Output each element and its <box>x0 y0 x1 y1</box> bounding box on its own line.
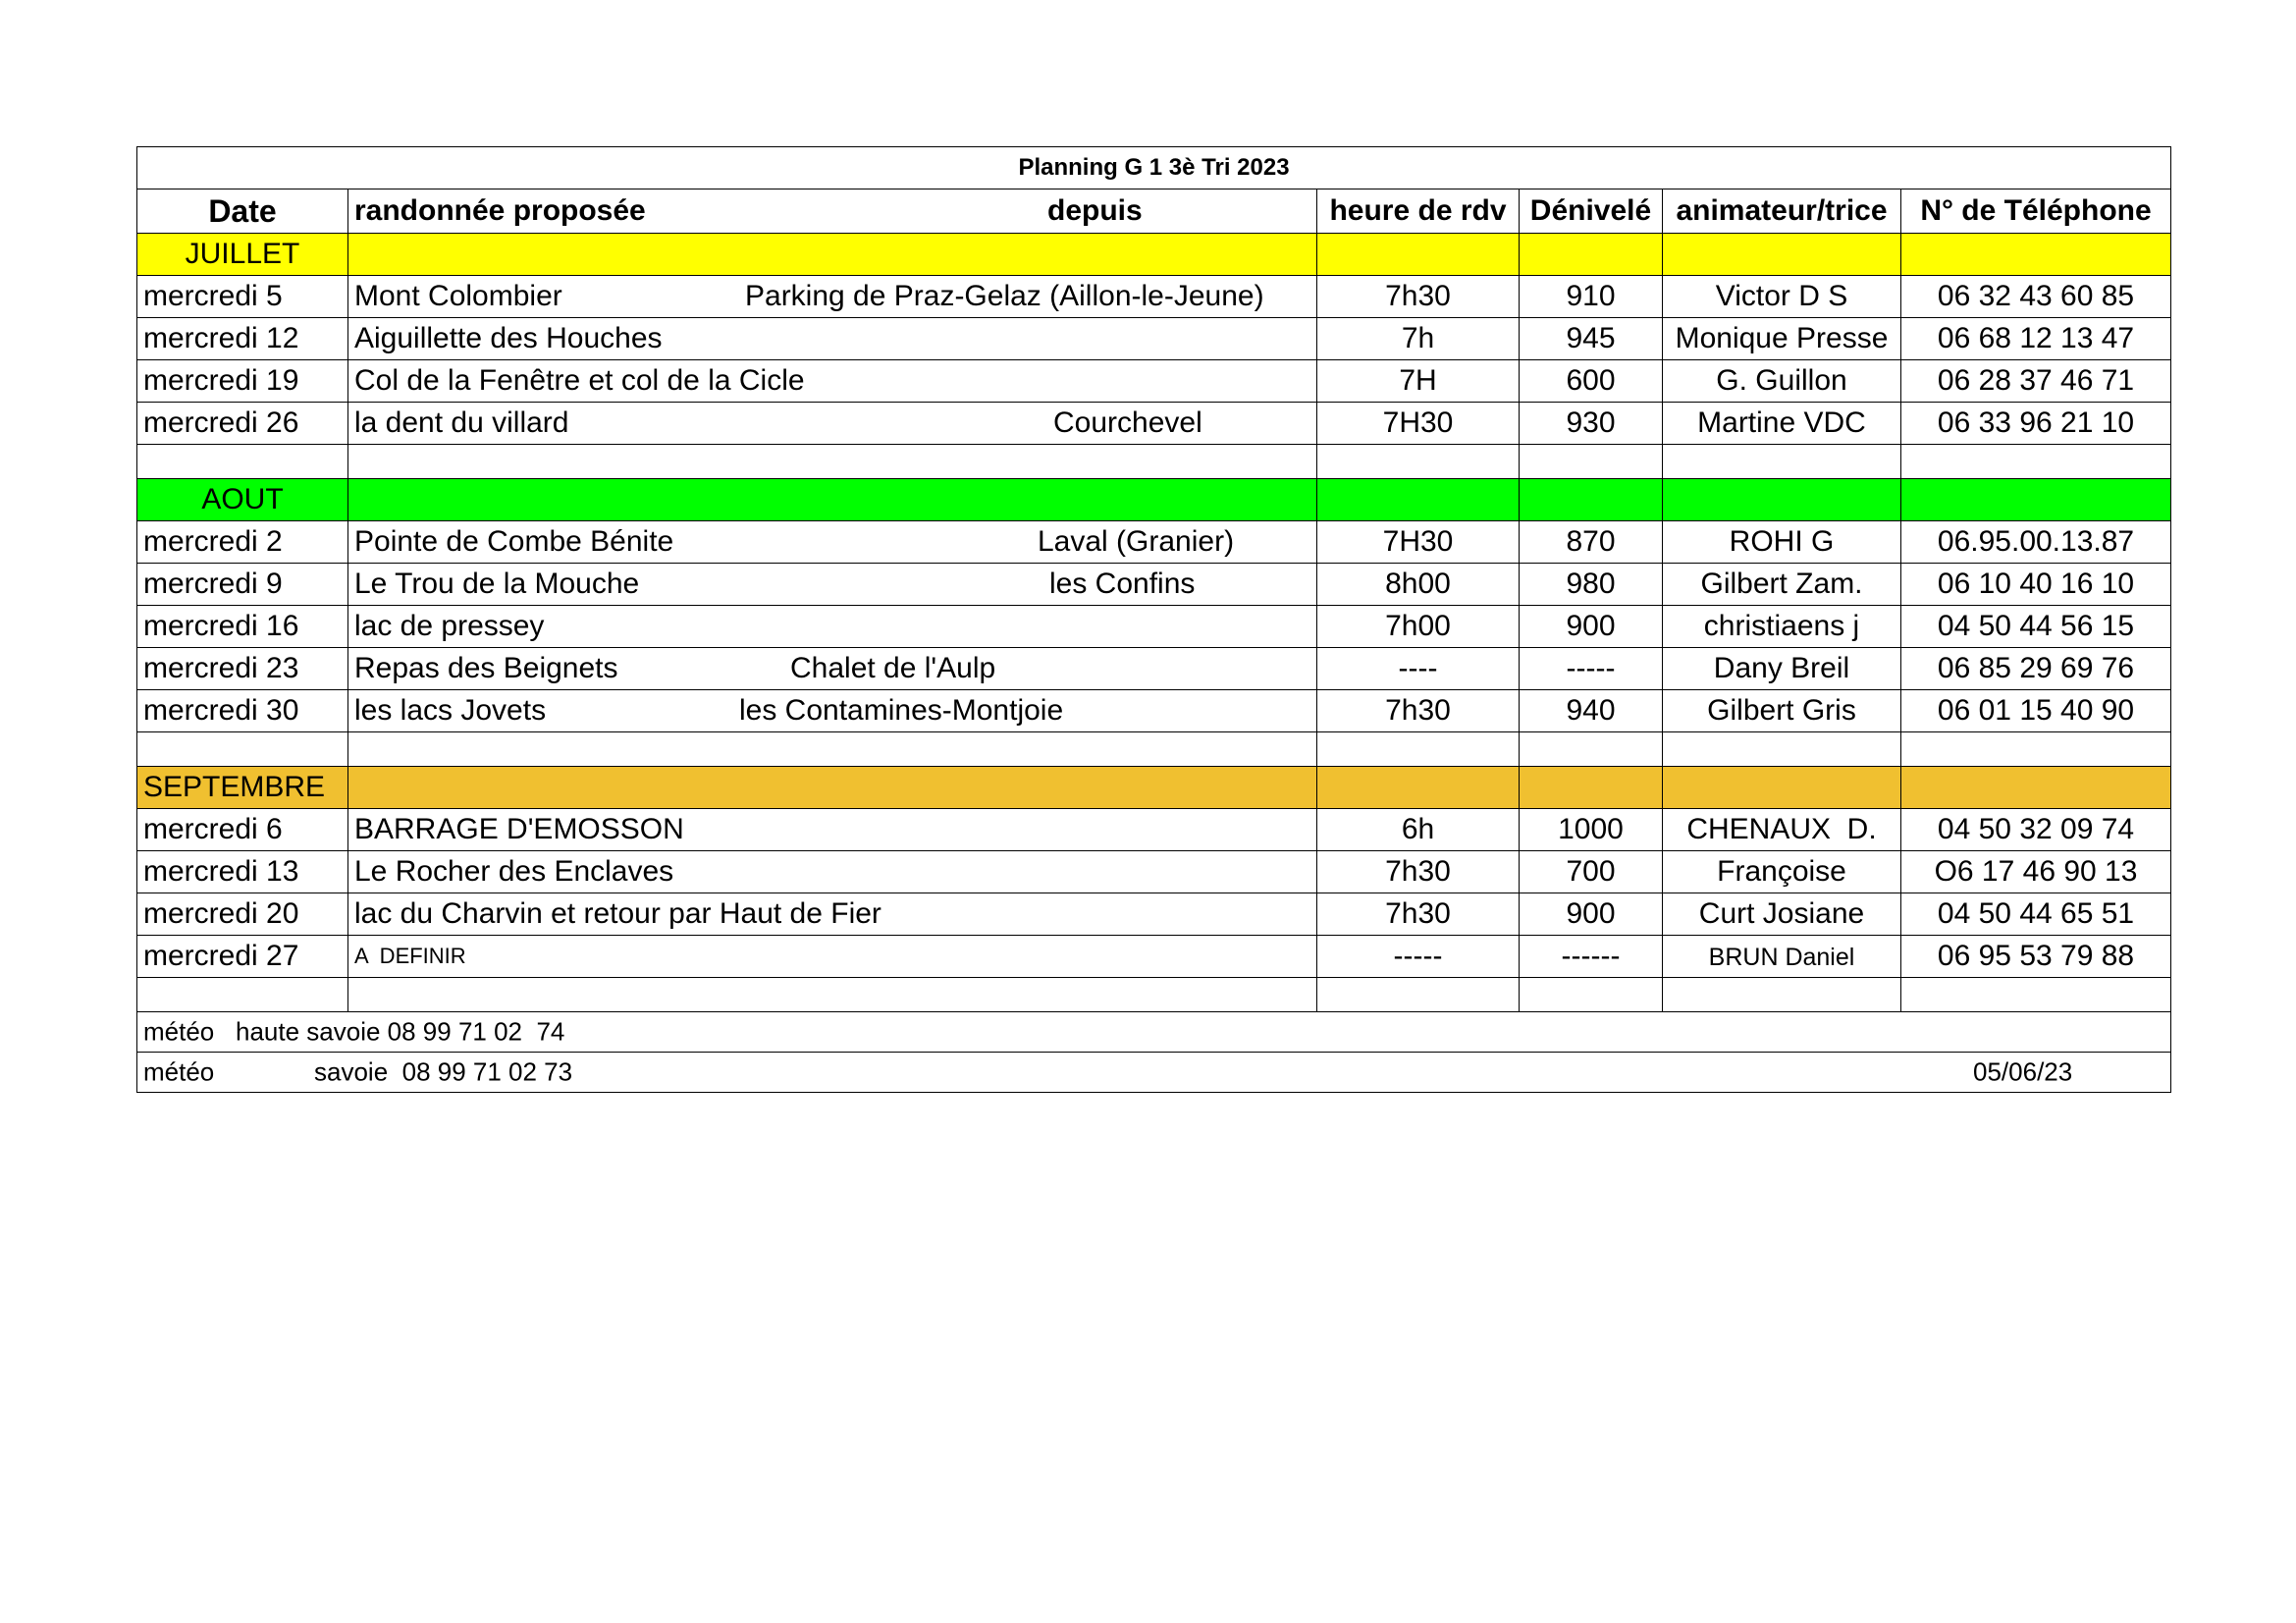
rando-depuis: Laval (Granier) <box>1038 525 1235 558</box>
title-row <box>137 147 2171 189</box>
cell-heure: 7H30 <box>1317 403 1520 445</box>
cell-denivele: 870 <box>1520 521 1663 564</box>
cell-telephone: 06 33 96 21 10 <box>1901 403 2171 445</box>
cell-animateur: CHENAUX D. <box>1663 809 1901 851</box>
table-row <box>137 809 2171 851</box>
cell-heure: 8h00 <box>1317 564 1520 606</box>
cell-date: mercredi 27 <box>137 936 348 978</box>
cell-rando <box>348 521 1317 564</box>
cell-denivele: ------ <box>1520 936 1663 978</box>
cell-animateur: Martine VDC <box>1663 403 1901 445</box>
cell-denivele: 930 <box>1520 403 1663 445</box>
rando-name: les lacs Jovets <box>354 694 547 727</box>
cell-rando <box>348 564 1317 606</box>
spacer-row <box>137 445 2171 479</box>
cell-animateur: ROHI G <box>1663 521 1901 564</box>
cell-telephone: 04 50 32 09 74 <box>1901 809 2171 851</box>
cell-animateur: christiaens j <box>1663 606 1901 648</box>
cell-telephone: 04 50 44 65 51 <box>1901 893 2171 936</box>
cell-heure: 7h00 <box>1317 606 1520 648</box>
cell-denivele: 700 <box>1520 851 1663 893</box>
cell-rando <box>348 276 1317 318</box>
cell-rando <box>348 648 1317 690</box>
rando-depuis: les Confins <box>1049 568 1196 600</box>
cell-date: mercredi 12 <box>137 318 348 360</box>
cell-date: mercredi 2 <box>137 521 348 564</box>
table-row <box>137 851 2171 893</box>
footer-row-savoie <box>137 1053 2171 1093</box>
month-label-aout: AOUT <box>137 479 348 521</box>
month-label-juillet: JUILLET <box>137 234 348 276</box>
table-row <box>137 936 2171 978</box>
footer-row-haute-savoie <box>137 1012 2171 1053</box>
meteo-label: météo <box>143 1016 215 1047</box>
planning-title: Planning G 1 3è Tri 2023 <box>137 147 2171 189</box>
cell-rando <box>348 851 1317 893</box>
rando-name: Repas des Beignets <box>354 652 618 684</box>
rando-name: Pointe de Combe Bénite <box>354 525 674 558</box>
cell-telephone: 06 32 43 60 85 <box>1901 276 2171 318</box>
header-animateur: animateur/trice <box>1663 189 1901 234</box>
cell-denivele: ----- <box>1520 648 1663 690</box>
cell-animateur: Gilbert Gris <box>1663 690 1901 732</box>
cell-telephone: 06.95.00.13.87 <box>1901 521 2171 564</box>
cell-rando <box>348 606 1317 648</box>
cell-heure: 7h <box>1317 318 1520 360</box>
cell-animateur: Curt Josiane <box>1663 893 1901 936</box>
cell-heure: 7H <box>1317 360 1520 403</box>
cell-animateur: G. Guillon <box>1663 360 1901 403</box>
header-rando <box>348 189 1317 234</box>
table-row <box>137 690 2171 732</box>
cell-animateur: Monique Presse <box>1663 318 1901 360</box>
header-depuis: depuis <box>1047 194 1143 227</box>
cell-date: mercredi 20 <box>137 893 348 936</box>
table-row <box>137 318 2171 360</box>
header-row <box>137 189 2171 234</box>
spacer-row <box>137 732 2171 767</box>
table-row <box>137 276 2171 318</box>
rando-depuis: Parking de Praz-Gelaz (Aillon-le-Jeune) <box>745 280 1264 312</box>
table-row <box>137 564 2171 606</box>
month-row-juillet <box>137 234 2171 276</box>
header-date: Date <box>137 189 348 234</box>
footer-cell <box>137 1053 2171 1093</box>
rando-name: lac du Charvin et retour par Haut de Fier <box>354 897 881 930</box>
cell-heure: 7h30 <box>1317 690 1520 732</box>
table-row <box>137 403 2171 445</box>
header-denivele: Dénivelé <box>1520 189 1663 234</box>
cell-heure: 7H30 <box>1317 521 1520 564</box>
cell-telephone: 06 68 12 13 47 <box>1901 318 2171 360</box>
rando-name: Le Trou de la Mouche <box>354 568 640 600</box>
document-date: 05/06/23 <box>1973 1056 2073 1087</box>
cell-animateur <box>1663 936 1901 978</box>
month-label-septembre: SEPTEMBRE <box>137 767 348 809</box>
cell-heure: ----- <box>1317 936 1520 978</box>
meteo-savoie: savoie 08 99 71 02 73 <box>314 1056 573 1087</box>
header-heure: heure de rdv <box>1317 189 1520 234</box>
month-row-aout <box>137 479 2171 521</box>
cell-rando <box>348 936 1317 978</box>
cell-telephone: 06 28 37 46 71 <box>1901 360 2171 403</box>
rando-name: BARRAGE D'EMOSSON <box>354 813 684 845</box>
rando-name: Col de la Fenêtre et col de la Cicle <box>354 364 805 397</box>
cell-denivele: 900 <box>1520 606 1663 648</box>
cell-denivele: 1000 <box>1520 809 1663 851</box>
cell-heure: ---- <box>1317 648 1520 690</box>
cell-denivele: 910 <box>1520 276 1663 318</box>
cell-animateur: Françoise <box>1663 851 1901 893</box>
cell-rando <box>348 403 1317 445</box>
cell-heure: 7h30 <box>1317 893 1520 936</box>
cell-date: mercredi 9 <box>137 564 348 606</box>
rando-name: Mont Colombier <box>354 280 562 312</box>
header-rando-label: randonnée proposée <box>354 194 646 227</box>
cell-date: mercredi 5 <box>137 276 348 318</box>
cell-telephone: O6 17 46 90 13 <box>1901 851 2171 893</box>
cell-denivele: 980 <box>1520 564 1663 606</box>
rando-name: A DEFINIR <box>354 944 466 968</box>
rando-name: la dent du villard <box>354 406 569 439</box>
cell-date: mercredi 19 <box>137 360 348 403</box>
cell-telephone: 06 01 15 40 90 <box>1901 690 2171 732</box>
cell-rando <box>348 318 1317 360</box>
cell-animateur: Gilbert Zam. <box>1663 564 1901 606</box>
cell-date: mercredi 23 <box>137 648 348 690</box>
cell-denivele: 945 <box>1520 318 1663 360</box>
animateur-name: BRUN Daniel <box>1708 944 1855 971</box>
table-row <box>137 606 2171 648</box>
cell-telephone: 04 50 44 56 15 <box>1901 606 2171 648</box>
table-row <box>137 360 2171 403</box>
cell-date: mercredi 26 <box>137 403 348 445</box>
cell-telephone: 06 10 40 16 10 <box>1901 564 2171 606</box>
table-row <box>137 521 2171 564</box>
month-row-septembre <box>137 767 2171 809</box>
meteo-label: météo <box>143 1056 215 1087</box>
header-telephone: N° de Téléphone <box>1901 189 2171 234</box>
cell-denivele: 900 <box>1520 893 1663 936</box>
table-row <box>137 893 2171 936</box>
cell-telephone: 06 85 29 69 76 <box>1901 648 2171 690</box>
cell-date: mercredi 13 <box>137 851 348 893</box>
cell-heure: 7h30 <box>1317 851 1520 893</box>
cell-rando <box>348 360 1317 403</box>
rando-depuis: les Contamines-Montjoie <box>739 694 1064 727</box>
table-row <box>137 648 2171 690</box>
cell-date: mercredi 16 <box>137 606 348 648</box>
cell-denivele: 600 <box>1520 360 1663 403</box>
cell-telephone: 06 95 53 79 88 <box>1901 936 2171 978</box>
rando-name: Le Rocher des Enclaves <box>354 855 674 888</box>
cell-date: mercredi 6 <box>137 809 348 851</box>
rando-name: Aiguillette des Houches <box>354 322 663 354</box>
cell-rando <box>348 809 1317 851</box>
rando-depuis: Courchevel <box>1053 406 1202 439</box>
cell-date: mercredi 30 <box>137 690 348 732</box>
cell-rando <box>348 893 1317 936</box>
spacer-row <box>137 978 2171 1012</box>
cell-heure: 6h <box>1317 809 1520 851</box>
meteo-haute-savoie: haute savoie 08 99 71 02 74 <box>236 1016 565 1047</box>
cell-denivele: 940 <box>1520 690 1663 732</box>
cell-animateur: Dany Breil <box>1663 648 1901 690</box>
planning-table <box>136 146 2171 1093</box>
rando-name: lac de pressey <box>354 610 545 642</box>
footer-cell <box>137 1012 2171 1053</box>
cell-rando <box>348 690 1317 732</box>
rando-depuis: Chalet de l'Aulp <box>790 652 996 684</box>
cell-animateur: Victor D S <box>1663 276 1901 318</box>
cell-heure: 7h30 <box>1317 276 1520 318</box>
